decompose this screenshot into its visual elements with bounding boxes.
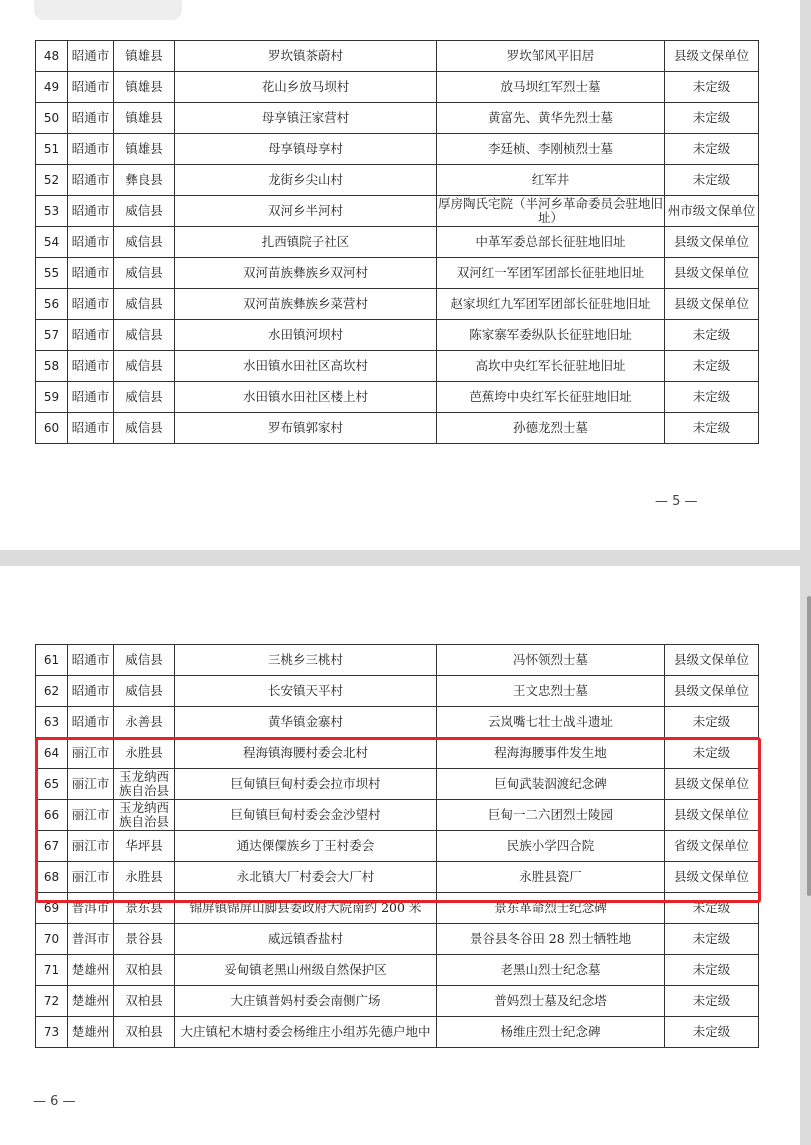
address-cell: 大庄镇杞木塘村委会杨维庄小组苏先德户地中	[175, 1017, 437, 1048]
row-number: 71	[36, 955, 68, 986]
address-cell: 巨甸镇巨甸村委会拉市坝村	[175, 769, 437, 800]
table-row	[36, 196, 759, 227]
protection-level-cell: 州市级文保单位	[665, 196, 759, 227]
site-name-cell: 景东革命烈士纪念碑	[437, 893, 665, 924]
county-cell: 双柏县	[114, 955, 175, 986]
address-cell: 长安镇天平村	[175, 676, 437, 707]
county-cell: 双柏县	[114, 1017, 175, 1048]
address-cell: 锦屏镇锦屏山脚县委政府大院南约 200 米	[175, 893, 437, 924]
county-cell: 玉龙纳西族自治县	[114, 800, 175, 831]
row-number: 70	[36, 924, 68, 955]
address-cell: 双河苗族彝族乡菜营村	[175, 289, 437, 320]
table-row	[36, 707, 759, 738]
site-name-cell: 罗坎邹风平旧居	[437, 41, 665, 72]
city-cell: 昭通市	[68, 103, 114, 134]
county-cell: 威信县	[114, 258, 175, 289]
table-row	[36, 645, 759, 676]
city-cell: 昭通市	[68, 196, 114, 227]
address-cell: 大庄镇普妈村委会南侧广场	[175, 986, 437, 1017]
row-number: 53	[36, 196, 68, 227]
row-number: 51	[36, 134, 68, 165]
county-cell: 威信县	[114, 196, 175, 227]
protection-level-cell: 县级文保单位	[665, 227, 759, 258]
county-cell: 镇雄县	[114, 72, 175, 103]
row-number: 64	[36, 738, 68, 769]
table-row	[36, 41, 759, 72]
city-cell: 昭通市	[68, 320, 114, 351]
address-cell: 水田镇河坝村	[175, 320, 437, 351]
site-name-cell: 老黑山烈士纪念墓	[437, 955, 665, 986]
county-cell: 威信县	[114, 645, 175, 676]
page-number: — 6 —	[33, 1094, 76, 1109]
table-row	[36, 800, 759, 831]
address-cell: 三桃乡三桃村	[175, 645, 437, 676]
table-row	[36, 769, 759, 800]
scrollbar-thumb[interactable]	[807, 596, 811, 896]
row-number: 62	[36, 676, 68, 707]
protection-level-cell: 县级文保单位	[665, 800, 759, 831]
city-cell: 昭通市	[68, 227, 114, 258]
site-name-cell: 红军井	[437, 165, 665, 196]
table-row	[36, 258, 759, 289]
site-name-cell: 赵家坝红九军团军团部长征驻地旧址	[437, 289, 665, 320]
document-page-5	[0, 0, 800, 550]
protection-level-cell: 县级文保单位	[665, 862, 759, 893]
county-cell: 彝良县	[114, 165, 175, 196]
protection-level-cell: 未定级	[665, 707, 759, 738]
city-cell: 昭通市	[68, 165, 114, 196]
protection-level-cell: 县级文保单位	[665, 769, 759, 800]
protection-level-cell: 未定级	[665, 924, 759, 955]
protection-level-cell: 未定级	[665, 134, 759, 165]
table-row	[36, 72, 759, 103]
table-row	[36, 165, 759, 196]
protection-level-cell: 县级文保单位	[665, 645, 759, 676]
city-cell: 丽江市	[68, 862, 114, 893]
protection-level-cell: 县级文保单位	[665, 41, 759, 72]
site-name-cell: 景谷县冬谷田 28 烈士牺牲地	[437, 924, 665, 955]
address-cell: 永北镇大厂村委会大厂村	[175, 862, 437, 893]
city-cell: 楚雄州	[68, 1017, 114, 1048]
address-cell: 罗布镇郭家村	[175, 413, 437, 444]
table-row	[36, 227, 759, 258]
city-cell: 昭通市	[68, 289, 114, 320]
county-cell: 威信县	[114, 351, 175, 382]
county-cell: 玉龙纳西族自治县	[114, 769, 175, 800]
protection-level-cell: 未定级	[665, 1017, 759, 1048]
protection-level-cell: 未定级	[665, 165, 759, 196]
protection-level-cell: 县级文保单位	[665, 676, 759, 707]
city-cell: 丽江市	[68, 738, 114, 769]
address-cell: 巨甸镇巨甸村委会金沙望村	[175, 800, 437, 831]
row-number: 61	[36, 645, 68, 676]
site-name-cell: 李廷桢、李刚桢烈士墓	[437, 134, 665, 165]
protection-level-cell: 未定级	[665, 382, 759, 413]
address-cell: 双河苗族彝族乡双河村	[175, 258, 437, 289]
site-name-cell: 普妈烈士墓及纪念塔	[437, 986, 665, 1017]
protection-level-cell: 未定级	[665, 893, 759, 924]
site-name-cell: 民族小学四合院	[437, 831, 665, 862]
address-cell: 妥甸镇老黑山州级自然保护区	[175, 955, 437, 986]
address-cell: 水田镇水田社区楼上村	[175, 382, 437, 413]
county-cell: 镇雄县	[114, 134, 175, 165]
address-cell: 母享镇汪家营村	[175, 103, 437, 134]
site-name-cell: 孙德龙烈士墓	[437, 413, 665, 444]
city-cell: 昭通市	[68, 676, 114, 707]
table-row	[36, 134, 759, 165]
table-row	[36, 103, 759, 134]
protection-level-cell: 未定级	[665, 955, 759, 986]
county-cell: 景东县	[114, 893, 175, 924]
address-cell: 龙街乡尖山村	[175, 165, 437, 196]
city-cell: 昭通市	[68, 413, 114, 444]
city-cell: 昭通市	[68, 72, 114, 103]
previous-page-edge	[34, 0, 182, 20]
row-number: 67	[36, 831, 68, 862]
county-cell: 威信县	[114, 676, 175, 707]
site-name-cell: 双河红一军团军团部长征驻地旧址	[437, 258, 665, 289]
address-cell: 罗坎镇茶蔚村	[175, 41, 437, 72]
site-name-cell: 巨甸武装泅渡纪念碑	[437, 769, 665, 800]
table-row	[36, 676, 759, 707]
city-cell: 丽江市	[68, 800, 114, 831]
county-cell: 镇雄县	[114, 103, 175, 134]
county-cell: 景谷县	[114, 924, 175, 955]
site-name-cell: 放马坝红军烈士墓	[437, 72, 665, 103]
address-cell: 威远镇香盐村	[175, 924, 437, 955]
table-row	[36, 893, 759, 924]
site-name-cell: 杨维庄烈士纪念碑	[437, 1017, 665, 1048]
row-number: 50	[36, 103, 68, 134]
row-number: 56	[36, 289, 68, 320]
site-name-cell: 中革军委总部长征驻地旧址	[437, 227, 665, 258]
protection-level-cell: 县级文保单位	[665, 289, 759, 320]
row-number: 55	[36, 258, 68, 289]
city-cell: 昭通市	[68, 351, 114, 382]
site-name-cell: 高坎中央红军长征驻地旧址	[437, 351, 665, 382]
address-cell: 双河乡半河村	[175, 196, 437, 227]
row-number: 69	[36, 893, 68, 924]
city-cell: 昭通市	[68, 41, 114, 72]
city-cell: 普洱市	[68, 893, 114, 924]
county-cell: 永善县	[114, 707, 175, 738]
site-name-cell: 冯怀领烈士墓	[437, 645, 665, 676]
row-number: 58	[36, 351, 68, 382]
protection-level-cell: 未定级	[665, 738, 759, 769]
table-row	[36, 1017, 759, 1048]
city-cell: 昭通市	[68, 382, 114, 413]
site-name-cell: 程海海腰事件发生地	[437, 738, 665, 769]
address-cell: 程海镇海腰村委会北村	[175, 738, 437, 769]
city-cell: 昭通市	[68, 134, 114, 165]
address-cell: 水田镇水田社区高坎村	[175, 351, 437, 382]
table-row	[36, 738, 759, 769]
site-name-cell: 云岚嘴七壮士战斗遗址	[437, 707, 665, 738]
city-cell: 昭通市	[68, 258, 114, 289]
row-number: 73	[36, 1017, 68, 1048]
site-name-cell: 巨甸一二六团烈士陵园	[437, 800, 665, 831]
protection-level-cell: 县级文保单位	[665, 258, 759, 289]
row-number: 66	[36, 800, 68, 831]
sites-table-page-5	[35, 40, 759, 444]
site-name-cell: 永胜县瓷厂	[437, 862, 665, 893]
row-number: 68	[36, 862, 68, 893]
protection-level-cell: 未定级	[665, 413, 759, 444]
table-row	[36, 382, 759, 413]
table-row	[36, 986, 759, 1017]
city-cell: 普洱市	[68, 924, 114, 955]
row-number: 54	[36, 227, 68, 258]
address-cell: 黄华镇金寨村	[175, 707, 437, 738]
site-name-cell: 厚房陶氏宅院（半河乡革命委员会驻地旧址）	[438, 196, 664, 225]
sites-table-page-6	[35, 644, 759, 1048]
row-number: 57	[36, 320, 68, 351]
county-cell: 永胜县	[114, 738, 175, 769]
city-cell: 楚雄州	[68, 955, 114, 986]
county-cell: 双柏县	[114, 986, 175, 1017]
site-name-cell: 芭蕉垮中央红军长征驻地旧址	[437, 382, 665, 413]
county-cell: 永胜县	[114, 862, 175, 893]
protection-level-cell: 省级文保单位	[665, 831, 759, 862]
address-cell: 花山乡放马坝村	[175, 72, 437, 103]
city-cell: 楚雄州	[68, 986, 114, 1017]
county-cell: 镇雄县	[114, 41, 175, 72]
row-number: 48	[36, 41, 68, 72]
county-cell: 威信县	[114, 227, 175, 258]
county-cell: 威信县	[114, 289, 175, 320]
row-number: 72	[36, 986, 68, 1017]
address-cell: 扎西镇院子社区	[175, 227, 437, 258]
table-row	[36, 289, 759, 320]
row-number: 59	[36, 382, 68, 413]
site-name-cell: 黄富先、黄华先烈士墓	[437, 103, 665, 134]
county-cell: 华坪县	[114, 831, 175, 862]
protection-level-cell: 未定级	[665, 103, 759, 134]
county-cell: 威信县	[114, 413, 175, 444]
row-number: 65	[36, 769, 68, 800]
protection-level-cell: 未定级	[665, 72, 759, 103]
protection-level-cell: 未定级	[665, 986, 759, 1017]
city-cell: 昭通市	[68, 707, 114, 738]
table-row	[36, 413, 759, 444]
site-name-cell: 陈家寨军委纵队长征驻地旧址	[437, 320, 665, 351]
row-number: 63	[36, 707, 68, 738]
row-number: 60	[36, 413, 68, 444]
page-number: — 5 —	[655, 494, 698, 509]
row-number: 49	[36, 72, 68, 103]
protection-level-cell: 未定级	[665, 351, 759, 382]
table-row	[36, 924, 759, 955]
city-cell: 丽江市	[68, 769, 114, 800]
table-row	[36, 320, 759, 351]
county-cell: 威信县	[114, 320, 175, 351]
table-row	[36, 351, 759, 382]
table-row	[36, 955, 759, 986]
site-name-cell: 王文忠烈士墓	[437, 676, 665, 707]
county-cell: 威信县	[114, 382, 175, 413]
document-page-6	[0, 566, 800, 1145]
protection-level-cell: 未定级	[665, 320, 759, 351]
city-cell: 昭通市	[68, 645, 114, 676]
table-row	[36, 862, 759, 893]
city-cell: 丽江市	[68, 831, 114, 862]
table-row	[36, 831, 759, 862]
address-cell: 通达傈僳族乡丁王村委会	[175, 831, 437, 862]
address-cell: 母享镇母享村	[175, 134, 437, 165]
row-number: 52	[36, 165, 68, 196]
